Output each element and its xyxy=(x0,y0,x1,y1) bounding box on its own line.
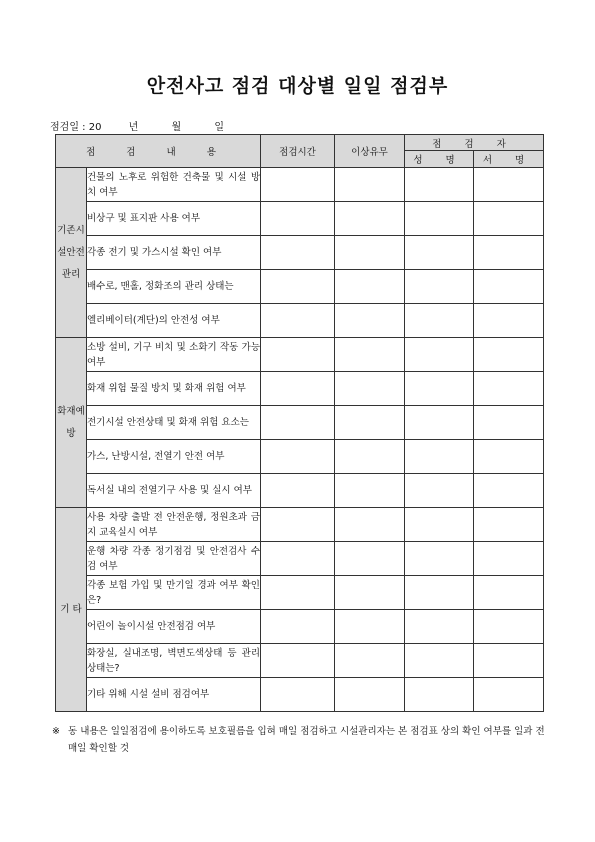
inspection-table xyxy=(55,134,544,712)
time-cell[interactable] xyxy=(261,338,335,372)
issue-cell[interactable] xyxy=(335,372,405,406)
check-item: 각종 전기 및 가스시설 확인 여부 xyxy=(87,236,261,270)
check-item: 독서실 내의 전열기구 사용 및 실시 여부 xyxy=(87,474,261,508)
signature-cell[interactable] xyxy=(474,610,544,644)
signature-cell[interactable] xyxy=(474,542,544,576)
name-cell[interactable] xyxy=(405,236,474,270)
time-cell[interactable] xyxy=(261,270,335,304)
time-cell[interactable] xyxy=(261,202,335,236)
check-item: 사용 차량 출발 전 안전운행, 정원초과 금지 교육실시 여부 xyxy=(87,508,261,542)
header-time: 점검시간 xyxy=(261,135,335,168)
time-cell[interactable] xyxy=(261,508,335,542)
name-cell[interactable] xyxy=(405,406,474,440)
name-cell[interactable] xyxy=(405,542,474,576)
inspection-date-line xyxy=(50,118,238,133)
name-cell[interactable] xyxy=(405,372,474,406)
name-cell[interactable] xyxy=(405,270,474,304)
check-item: 기타 위해 시설 설비 점검여부 xyxy=(87,678,261,712)
table-row xyxy=(56,610,544,644)
table-row xyxy=(56,338,544,372)
time-cell[interactable] xyxy=(261,678,335,712)
issue-cell[interactable] xyxy=(335,542,405,576)
table-row xyxy=(56,576,544,610)
table-row xyxy=(56,542,544,576)
check-item: 운행 차량 각종 정기점검 및 안전검사 수검 여부 xyxy=(87,542,261,576)
signature-cell[interactable] xyxy=(474,508,544,542)
year-label: 년 xyxy=(128,122,139,133)
check-item: 어린이 놀이시설 안전점검 여부 xyxy=(87,610,261,644)
footnote xyxy=(52,723,547,757)
time-cell[interactable] xyxy=(261,474,335,508)
table-row xyxy=(56,168,544,202)
name-cell[interactable] xyxy=(405,338,474,372)
issue-cell[interactable] xyxy=(335,644,405,678)
signature-cell[interactable] xyxy=(474,168,544,202)
header-name: 성 명 xyxy=(405,151,474,168)
header-inspector: 점 검 자 xyxy=(405,135,544,151)
name-cell[interactable] xyxy=(405,474,474,508)
issue-cell[interactable] xyxy=(335,168,405,202)
header-signature: 서 명 xyxy=(474,151,544,168)
time-cell[interactable] xyxy=(261,542,335,576)
issue-cell[interactable] xyxy=(335,610,405,644)
issue-cell[interactable] xyxy=(335,474,405,508)
table-row xyxy=(56,508,544,542)
check-item: 엘리베이터(계단)의 안전성 여부 xyxy=(87,304,261,338)
table-row xyxy=(56,304,544,338)
time-cell[interactable] xyxy=(261,372,335,406)
name-cell[interactable] xyxy=(405,304,474,338)
check-item: 화장실, 실내조명, 벽면도색상태 등 관리상태는? xyxy=(87,644,261,678)
name-cell[interactable] xyxy=(405,440,474,474)
issue-cell[interactable] xyxy=(335,304,405,338)
note-mark: ※ xyxy=(52,726,60,737)
time-cell[interactable] xyxy=(261,236,335,270)
check-item: 비상구 및 표지판 사용 여부 xyxy=(87,202,261,236)
table-row xyxy=(56,644,544,678)
issue-cell[interactable] xyxy=(335,440,405,474)
check-item: 화재 위험 물질 방치 및 화재 위험 여부 xyxy=(87,372,261,406)
name-cell[interactable] xyxy=(405,168,474,202)
time-cell[interactable] xyxy=(261,576,335,610)
date-label: 점검일 : 20 xyxy=(50,122,102,133)
name-cell[interactable] xyxy=(405,610,474,644)
name-cell[interactable] xyxy=(405,576,474,610)
check-item: 소방 설비, 기구 비치 및 소화기 작동 가능 여부 xyxy=(87,338,261,372)
signature-cell[interactable] xyxy=(474,406,544,440)
check-item: 배수로, 맨홀, 정화조의 관리 상태는 xyxy=(87,270,261,304)
table-row xyxy=(56,474,544,508)
month-label: 월 xyxy=(171,122,182,133)
signature-cell[interactable] xyxy=(474,576,544,610)
signature-cell[interactable] xyxy=(474,678,544,712)
issue-cell[interactable] xyxy=(335,406,405,440)
day-label: 일 xyxy=(214,122,225,133)
issue-cell[interactable] xyxy=(335,508,405,542)
name-cell[interactable] xyxy=(405,678,474,712)
time-cell[interactable] xyxy=(261,304,335,338)
issue-cell[interactable] xyxy=(335,338,405,372)
table-row xyxy=(56,678,544,712)
issue-cell[interactable] xyxy=(335,678,405,712)
check-item: 건물의 노후로 위험한 건축물 및 시설 방치 여부 xyxy=(87,168,261,202)
check-item: 가스, 난방시설, 전열기 안전 여부 xyxy=(87,440,261,474)
signature-cell[interactable] xyxy=(474,338,544,372)
issue-cell[interactable] xyxy=(335,576,405,610)
header-content: 점 검 내 용 xyxy=(56,135,261,168)
category-cell: 화재예방 xyxy=(56,338,87,508)
table-row xyxy=(56,372,544,406)
header-issue: 이상유무 xyxy=(335,135,405,168)
table-row xyxy=(56,270,544,304)
check-item: 전기시설 안전상태 및 화재 위험 요소는 xyxy=(87,406,261,440)
time-cell[interactable] xyxy=(261,610,335,644)
table-row xyxy=(56,236,544,270)
table-row xyxy=(56,202,544,236)
name-cell[interactable] xyxy=(405,202,474,236)
time-cell[interactable] xyxy=(261,644,335,678)
issue-cell[interactable] xyxy=(335,202,405,236)
time-cell[interactable] xyxy=(261,440,335,474)
time-cell[interactable] xyxy=(261,406,335,440)
signature-cell[interactable] xyxy=(474,644,544,678)
note-text: 동 내용은 일일점검에 용이하도록 보호필름을 입혀 매일 점검하고 시설관리자는 본 점검표 상의 확인 여부를 일과 전 매일 확인할 것 xyxy=(68,726,545,754)
time-cell[interactable] xyxy=(261,168,335,202)
signature-cell[interactable] xyxy=(474,440,544,474)
category-cell: 기존시설안전관리 xyxy=(56,168,87,338)
issue-cell[interactable] xyxy=(335,270,405,304)
name-cell[interactable] xyxy=(405,644,474,678)
signature-cell[interactable] xyxy=(474,202,544,236)
signature-cell[interactable] xyxy=(474,270,544,304)
name-cell[interactable] xyxy=(405,508,474,542)
issue-cell[interactable] xyxy=(335,236,405,270)
page-title: 안전사고 점검 대상별 일일 점검부 xyxy=(146,75,449,97)
signature-cell[interactable] xyxy=(474,372,544,406)
table-row xyxy=(56,440,544,474)
signature-cell[interactable] xyxy=(474,474,544,508)
signature-cell[interactable] xyxy=(474,304,544,338)
check-item: 각종 보험 가입 및 만기일 경과 여부 확인은? xyxy=(87,576,261,610)
category-cell: 기 타 xyxy=(56,508,87,712)
table-row xyxy=(56,406,544,440)
signature-cell[interactable] xyxy=(474,236,544,270)
